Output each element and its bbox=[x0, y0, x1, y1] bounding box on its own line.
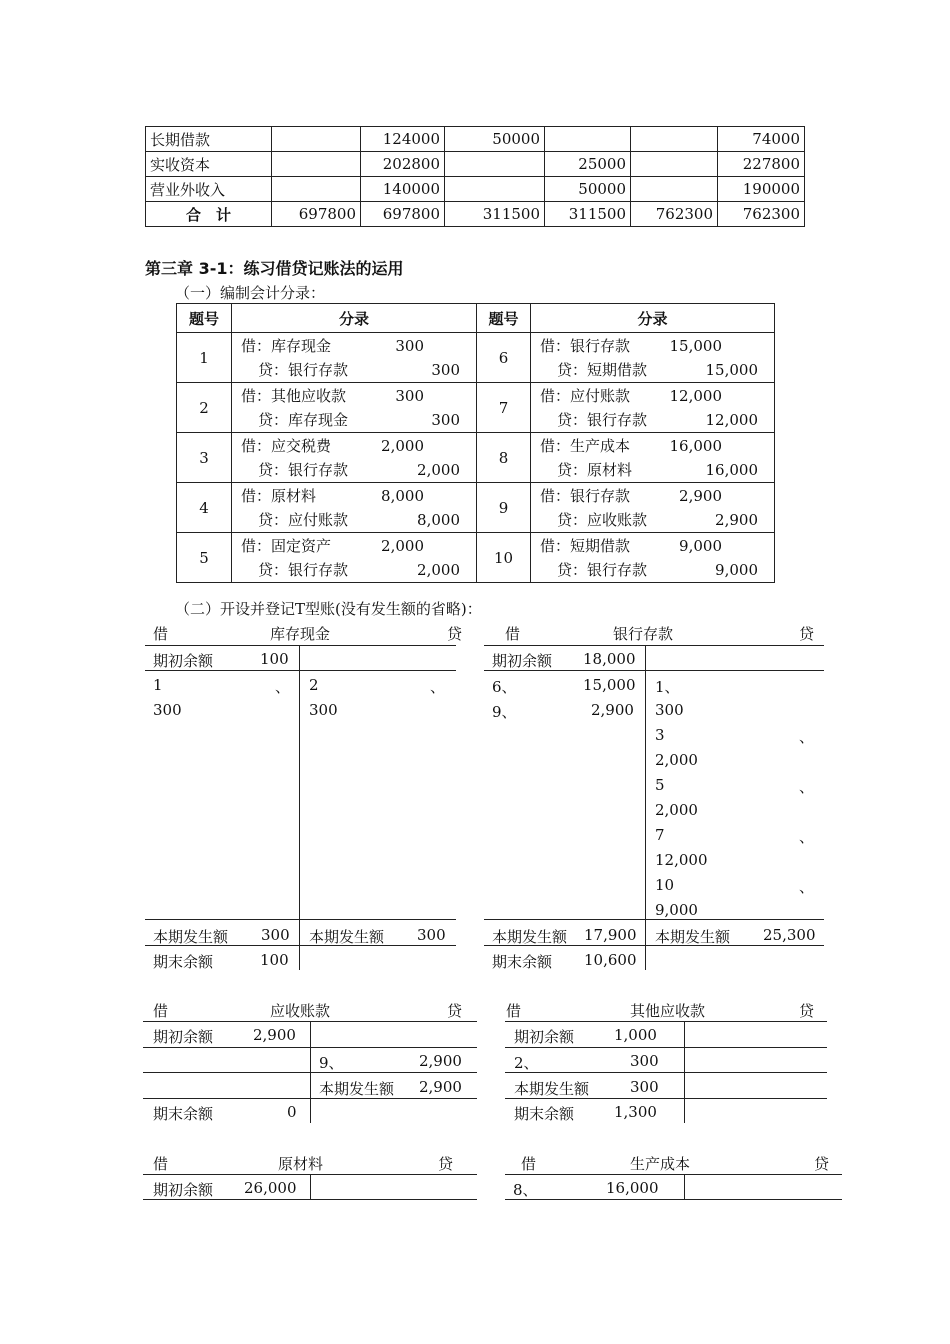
credit-label: 贷 bbox=[447, 1002, 463, 1020]
period-label: 本期发生额 bbox=[153, 928, 229, 946]
debit-account: 借：短期借款 bbox=[540, 536, 631, 555]
account-title: 其他应收款 bbox=[630, 1002, 706, 1020]
amount-cell bbox=[445, 177, 545, 202]
entry-cell bbox=[232, 533, 477, 583]
entry-row bbox=[177, 333, 775, 383]
entry-amount: 2,000 bbox=[655, 751, 698, 769]
amount-cell: 202800 bbox=[361, 152, 445, 177]
amount-cell: 50000 bbox=[545, 177, 631, 202]
credit-account: 贷：应收账款 bbox=[557, 510, 648, 529]
credit-account: 贷：银行存款 bbox=[258, 560, 349, 579]
debit-account: 借：银行存款 bbox=[540, 486, 631, 505]
entry-no: 1、 bbox=[655, 678, 680, 696]
credit-account: 贷：应付账款 bbox=[258, 510, 349, 529]
account-title: 原材料 bbox=[278, 1155, 324, 1173]
entry-no: 1 bbox=[153, 676, 163, 694]
amount-cell bbox=[272, 152, 361, 177]
credit-amount: 2,000 bbox=[417, 460, 460, 479]
amount-cell: 762300 bbox=[631, 202, 718, 227]
debit-label: 借 bbox=[153, 625, 169, 643]
entry-no: 9、 bbox=[492, 703, 517, 721]
entry-no-cell: 5 bbox=[177, 533, 232, 583]
open-balance-label: 期初余额 bbox=[153, 1181, 214, 1199]
period-credit: 300 bbox=[417, 926, 446, 944]
entry-cell bbox=[232, 333, 477, 383]
credit-amount: 15,000 bbox=[705, 360, 758, 379]
entry-no: 5 bbox=[655, 776, 665, 794]
entry-no-cell: 4 bbox=[177, 483, 232, 533]
entry-cell bbox=[232, 483, 477, 533]
amount-cell: 124000 bbox=[361, 127, 445, 152]
open-balance-value: 100 bbox=[260, 650, 289, 668]
account-title: 应收账款 bbox=[270, 1002, 331, 1020]
entry-row bbox=[177, 383, 775, 433]
debit-account: 借：库存现金 bbox=[241, 336, 332, 355]
amount-cell bbox=[272, 127, 361, 152]
amount-cell: 190000 bbox=[718, 177, 805, 202]
amount-cell bbox=[272, 177, 361, 202]
credit-account: 贷：银行存款 bbox=[258, 460, 349, 479]
amount-cell bbox=[631, 152, 718, 177]
amount-cell: 697800 bbox=[361, 202, 445, 227]
entry-no-cell: 10 bbox=[477, 533, 531, 583]
debit-account: 借：固定资产 bbox=[241, 536, 332, 555]
account-title: 银行存款 bbox=[613, 625, 674, 643]
credit-account: 贷：原材料 bbox=[557, 460, 633, 479]
credit-label: 贷 bbox=[447, 625, 463, 643]
debit-account: 借：其他应收款 bbox=[241, 386, 347, 405]
amount-cell: 762300 bbox=[718, 202, 805, 227]
entry-no-cell: 6 bbox=[477, 333, 531, 383]
entry-no: 2 bbox=[309, 676, 319, 694]
entry-cell bbox=[531, 333, 775, 383]
comma: 、 bbox=[275, 678, 291, 696]
credit-label: 贷 bbox=[438, 1155, 454, 1173]
period-debit: 300 bbox=[261, 926, 290, 944]
entry-cell bbox=[531, 433, 775, 483]
credit-amount: 300 bbox=[431, 410, 460, 429]
balance-table bbox=[145, 126, 805, 227]
debit-label: 借 bbox=[153, 1155, 169, 1173]
header-entry: 分录 bbox=[531, 304, 775, 333]
amount-cell bbox=[545, 127, 631, 152]
entry-amount: 15,000 bbox=[583, 676, 636, 694]
debit-account: 借：银行存款 bbox=[540, 336, 631, 355]
credit-amount: 2,900 bbox=[715, 510, 758, 529]
comma: 、 bbox=[430, 678, 446, 696]
amount-cell bbox=[445, 152, 545, 177]
amount-cell: 25000 bbox=[545, 152, 631, 177]
credit-account: 贷：银行存款 bbox=[258, 360, 349, 379]
amount-cell: 140000 bbox=[361, 177, 445, 202]
entry-amount: 9,000 bbox=[655, 901, 698, 919]
debit-account: 借：应交税费 bbox=[241, 436, 332, 455]
entry-row bbox=[177, 483, 775, 533]
entry-cell bbox=[232, 383, 477, 433]
comma: 、 bbox=[799, 728, 815, 746]
credit-amount: 9,000 bbox=[715, 560, 758, 579]
amount-cell bbox=[631, 127, 718, 152]
balance-row bbox=[146, 152, 805, 177]
debit-account: 借：原材料 bbox=[241, 486, 317, 505]
period-label: 本期发生额 bbox=[514, 1080, 590, 1098]
entry-no: 9、 bbox=[319, 1054, 344, 1072]
account-name-cell: 实收资本 bbox=[146, 152, 272, 177]
close-balance-value: 0 bbox=[287, 1103, 297, 1121]
period-label: 本期发生额 bbox=[309, 928, 385, 946]
credit-amount: 8,000 bbox=[417, 510, 460, 529]
close-balance-label: 期末余额 bbox=[514, 1105, 575, 1123]
entry-amount: 2,000 bbox=[655, 801, 698, 819]
balance-row bbox=[146, 202, 805, 227]
close-balance-value: 1,300 bbox=[614, 1103, 657, 1121]
period-label: 本期发生额 bbox=[492, 928, 568, 946]
debit-amount: 300 bbox=[395, 386, 424, 405]
journal-entries-table bbox=[176, 303, 775, 583]
credit-amount: 12,000 bbox=[705, 410, 758, 429]
debit-amount: 8,000 bbox=[381, 486, 424, 505]
debit-amount: 2,000 bbox=[381, 536, 424, 555]
entry-no-cell: 9 bbox=[477, 483, 531, 533]
entry-amount: 300 bbox=[153, 701, 182, 719]
debit-amount: 15,000 bbox=[669, 336, 722, 355]
section-2-title: （二）开设并登记T型账(没有发生额的省略)： bbox=[175, 600, 482, 618]
entry-no-cell: 7 bbox=[477, 383, 531, 433]
debit-label: 借 bbox=[521, 1155, 537, 1173]
header-no: 题号 bbox=[477, 304, 531, 333]
entry-no: 6、 bbox=[492, 678, 517, 696]
entry-no: 3 bbox=[655, 726, 665, 744]
debit-label: 借 bbox=[506, 1002, 522, 1020]
debit-amount: 2,900 bbox=[679, 486, 722, 505]
header-no: 题号 bbox=[177, 304, 232, 333]
entry-no: 7 bbox=[655, 826, 665, 844]
entry-amount: 300 bbox=[655, 701, 684, 719]
period-label: 本期发生额 bbox=[319, 1080, 395, 1098]
amount-cell: 227800 bbox=[718, 152, 805, 177]
amount-cell: 697800 bbox=[272, 202, 361, 227]
amount-cell: 74000 bbox=[718, 127, 805, 152]
open-balance-value: 26,000 bbox=[244, 1179, 297, 1197]
credit-amount: 2,000 bbox=[417, 560, 460, 579]
entry-no: 2、 bbox=[514, 1054, 539, 1072]
debit-account: 借：生产成本 bbox=[540, 436, 631, 455]
entry-cell bbox=[531, 383, 775, 433]
comma: 、 bbox=[799, 828, 815, 846]
entry-amount: 300 bbox=[309, 701, 338, 719]
open-balance-label: 期初余额 bbox=[492, 652, 553, 670]
open-balance-label: 期初余额 bbox=[153, 1028, 214, 1046]
credit-account: 贷：库存现金 bbox=[258, 410, 349, 429]
entry-amount: 16,000 bbox=[606, 1179, 659, 1197]
debit-amount: 2,000 bbox=[381, 436, 424, 455]
balance-row bbox=[146, 127, 805, 152]
entry-row bbox=[177, 433, 775, 483]
debit-amount: 9,000 bbox=[679, 536, 722, 555]
account-title: 生产成本 bbox=[630, 1155, 691, 1173]
header-entry: 分录 bbox=[232, 304, 477, 333]
account-name-cell: 营业外收入 bbox=[146, 177, 272, 202]
entry-no: 8、 bbox=[513, 1181, 538, 1199]
open-balance-label: 期初余额 bbox=[153, 652, 214, 670]
period-credit: 25,300 bbox=[763, 926, 816, 944]
period-debit: 17,900 bbox=[584, 926, 637, 944]
debit-label: 借 bbox=[153, 1002, 169, 1020]
close-balance-value: 10,600 bbox=[584, 951, 637, 969]
credit-label: 贷 bbox=[814, 1155, 830, 1173]
open-balance-label: 期初余额 bbox=[514, 1028, 575, 1046]
period-debit: 300 bbox=[630, 1078, 659, 1096]
entry-amount: 300 bbox=[630, 1052, 659, 1070]
entry-amount: 2,900 bbox=[419, 1052, 462, 1070]
account-name-cell: 合 计 bbox=[146, 202, 272, 227]
open-balance-value: 2,900 bbox=[253, 1026, 296, 1044]
close-balance-value: 100 bbox=[260, 951, 289, 969]
credit-account: 贷：短期借款 bbox=[557, 360, 648, 379]
account-title: 库存现金 bbox=[270, 625, 331, 643]
entry-cell bbox=[531, 533, 775, 583]
entry-cell bbox=[232, 433, 477, 483]
balance-row bbox=[146, 177, 805, 202]
entry-no-cell: 8 bbox=[477, 433, 531, 483]
credit-account: 贷：银行存款 bbox=[557, 410, 648, 429]
credit-label: 贷 bbox=[799, 625, 815, 643]
open-balance-value: 1,000 bbox=[614, 1026, 657, 1044]
entry-no: 10 bbox=[655, 876, 675, 894]
entry-amount: 2,900 bbox=[591, 701, 634, 719]
amount-cell: 311500 bbox=[445, 202, 545, 227]
section-1-title: （一）编制会计分录： bbox=[175, 284, 326, 302]
credit-label: 贷 bbox=[799, 1002, 815, 1020]
close-balance-label: 期末余额 bbox=[492, 953, 553, 971]
entry-no-cell: 3 bbox=[177, 433, 232, 483]
period-credit: 2,900 bbox=[419, 1078, 462, 1096]
open-balance-value: 18,000 bbox=[583, 650, 636, 668]
account-name-cell: 长期借款 bbox=[146, 127, 272, 152]
comma: 、 bbox=[799, 878, 815, 896]
credit-account: 贷：银行存款 bbox=[557, 560, 648, 579]
chapter-title: 第三章 3-1：练习借贷记账法的运用 bbox=[145, 259, 404, 278]
entry-no-cell: 1 bbox=[177, 333, 232, 383]
debit-account: 借：应付账款 bbox=[540, 386, 631, 405]
amount-cell: 50000 bbox=[445, 127, 545, 152]
close-balance-label: 期末余额 bbox=[153, 953, 214, 971]
amount-cell: 311500 bbox=[545, 202, 631, 227]
comma: 、 bbox=[799, 778, 815, 796]
entry-amount: 12,000 bbox=[655, 851, 708, 869]
entry-cell bbox=[531, 483, 775, 533]
amount-cell bbox=[631, 177, 718, 202]
debit-amount: 12,000 bbox=[669, 386, 722, 405]
debit-amount: 16,000 bbox=[669, 436, 722, 455]
entry-no-cell: 2 bbox=[177, 383, 232, 433]
period-label: 本期发生额 bbox=[655, 928, 731, 946]
close-balance-label: 期末余额 bbox=[153, 1105, 214, 1123]
credit-amount: 300 bbox=[431, 360, 460, 379]
debit-amount: 300 bbox=[395, 336, 424, 355]
entry-row bbox=[177, 533, 775, 583]
debit-label: 借 bbox=[505, 625, 521, 643]
credit-amount: 16,000 bbox=[705, 460, 758, 479]
